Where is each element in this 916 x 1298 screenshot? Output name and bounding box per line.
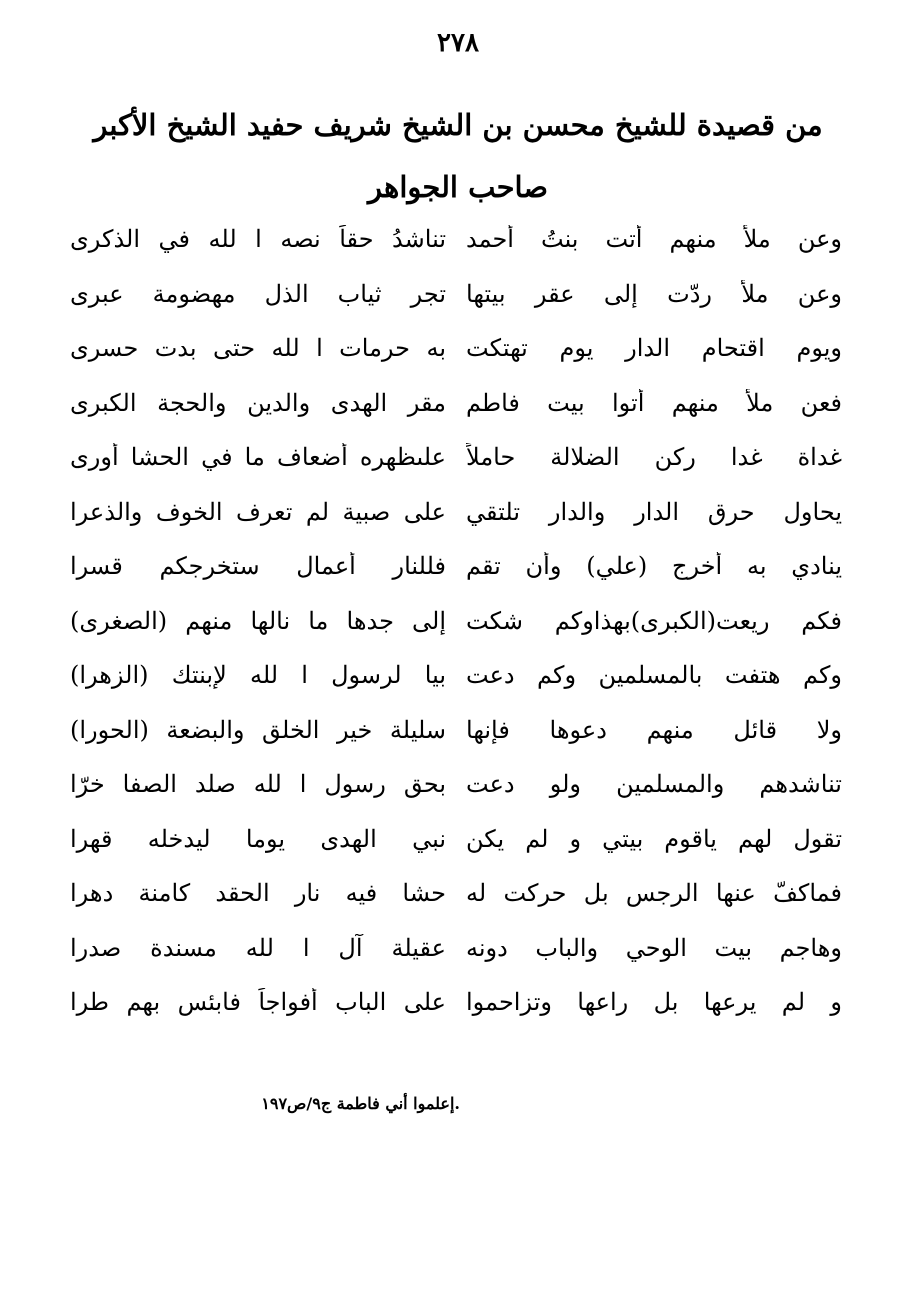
verse-second-hemistich: على الباب أفواجاً فابئس بهم طرا (70, 988, 446, 1017)
verse-row (70, 975, 842, 1030)
verse-first-hemistich: ينادي به أخرج (علي) وأن تقم (466, 552, 842, 581)
verse-first-hemistich: ولا قائل منهم دعوها فإنها (466, 715, 842, 744)
verse-row (70, 539, 842, 594)
verse-row (70, 921, 842, 976)
verse-row (70, 485, 842, 540)
verse-first-hemistich: تناشدهم والمسلمين ولو دعت (466, 770, 842, 799)
verse-second-hemistich: به حرمات ا لله حتى بدت حسرى (70, 334, 446, 363)
verse-first-hemistich: وعن ملأ ردّت إلى عقر بيتها (466, 279, 842, 308)
verse-row (70, 267, 842, 322)
verse-first-hemistich: فعن ملأ منهم أتوا بيت فاطم (466, 388, 842, 417)
verse-row (70, 648, 842, 703)
verse-row (70, 430, 842, 485)
source-footnote: .إعلموا أني فاطمة ج٩/ص١٩٧ (261, 1094, 460, 1113)
verse-first-hemistich: غداة غدا ركن الضلالة حاملاً (466, 443, 842, 472)
verse-second-hemistich: عقيلة آل ا لله مسندة صدرا (70, 933, 446, 962)
verse-row (70, 703, 842, 758)
verse-first-hemistich: و لم يرعها بل راعها وتزاحموا (466, 988, 842, 1017)
verse-second-hemistich: إلى جدها ما نالها منهم (الصغرى) (70, 606, 446, 635)
verse-second-hemistich: تناشدُ حقاً نصه ا لله في الذكرى (70, 225, 446, 254)
verse-second-hemistich: علىظهره أضعاف ما في الحشا أورى (70, 443, 446, 472)
verse-row (70, 594, 842, 649)
page-number: ٢٧٨ (437, 28, 479, 58)
verse-first-hemistich: فكم ريعت(الكبرى)بهذاوكم شكت (466, 606, 842, 635)
verse-first-hemistich: تقول لهم ياقوم بيتي و لم يكن (466, 824, 842, 853)
verse-second-hemistich: سليلة خير الخلق والبضعة (الحورا) (70, 715, 446, 744)
verse-row (70, 866, 842, 921)
verse-row (70, 321, 842, 376)
verse-first-hemistich: وهاجم بيت الوحي والباب دونه (466, 933, 842, 962)
verse-first-hemistich: وعن ملأ منهم أتت بنتُ أحمد (466, 225, 842, 254)
verse-first-hemistich: يحاول حرق الدار والدار تلتقي (466, 497, 842, 526)
verse-second-hemistich: بيا لرسول ا لله لإبنتك (الزهرا) (70, 661, 446, 690)
verse-second-hemistich: حشا فيه نار الحقد كامنة دهرا (70, 879, 446, 908)
verse-second-hemistich: فللنار أعمال ستخرجكم قسرا (70, 552, 446, 581)
verse-row (70, 212, 842, 267)
verse-second-hemistich: بحق رسول ا لله صلد الصفا خرّا (70, 770, 446, 799)
verse-first-hemistich: ويوم اقتحام الدار يوم تهتكت (466, 334, 842, 363)
verse-second-hemistich: تجر ثياب الذل مهضومة عبرى (70, 279, 446, 308)
verse-row (70, 812, 842, 867)
verse-first-hemistich: وكم هتفت بالمسلمين وكم دعت (466, 661, 842, 690)
verse-row (70, 757, 842, 812)
verse-second-hemistich: مقر الهدى والدين والحجة الكبرى (70, 388, 446, 417)
verse-second-hemistich: نبي الهدى يوما ليدخله قهرا (70, 824, 446, 853)
poem-title: من قصيدة للشيخ محسن بن الشيخ شريف حفيد الشيخ الأكبر صاحب الجواهر (93, 108, 823, 204)
poem-body (70, 212, 842, 1030)
verse-row (70, 376, 842, 431)
verse-second-hemistich: على صبية لم تعرف الخوف والذعرا (70, 497, 446, 526)
verse-first-hemistich: فماكفّ عنها الرجس بل حركت له (466, 879, 842, 908)
